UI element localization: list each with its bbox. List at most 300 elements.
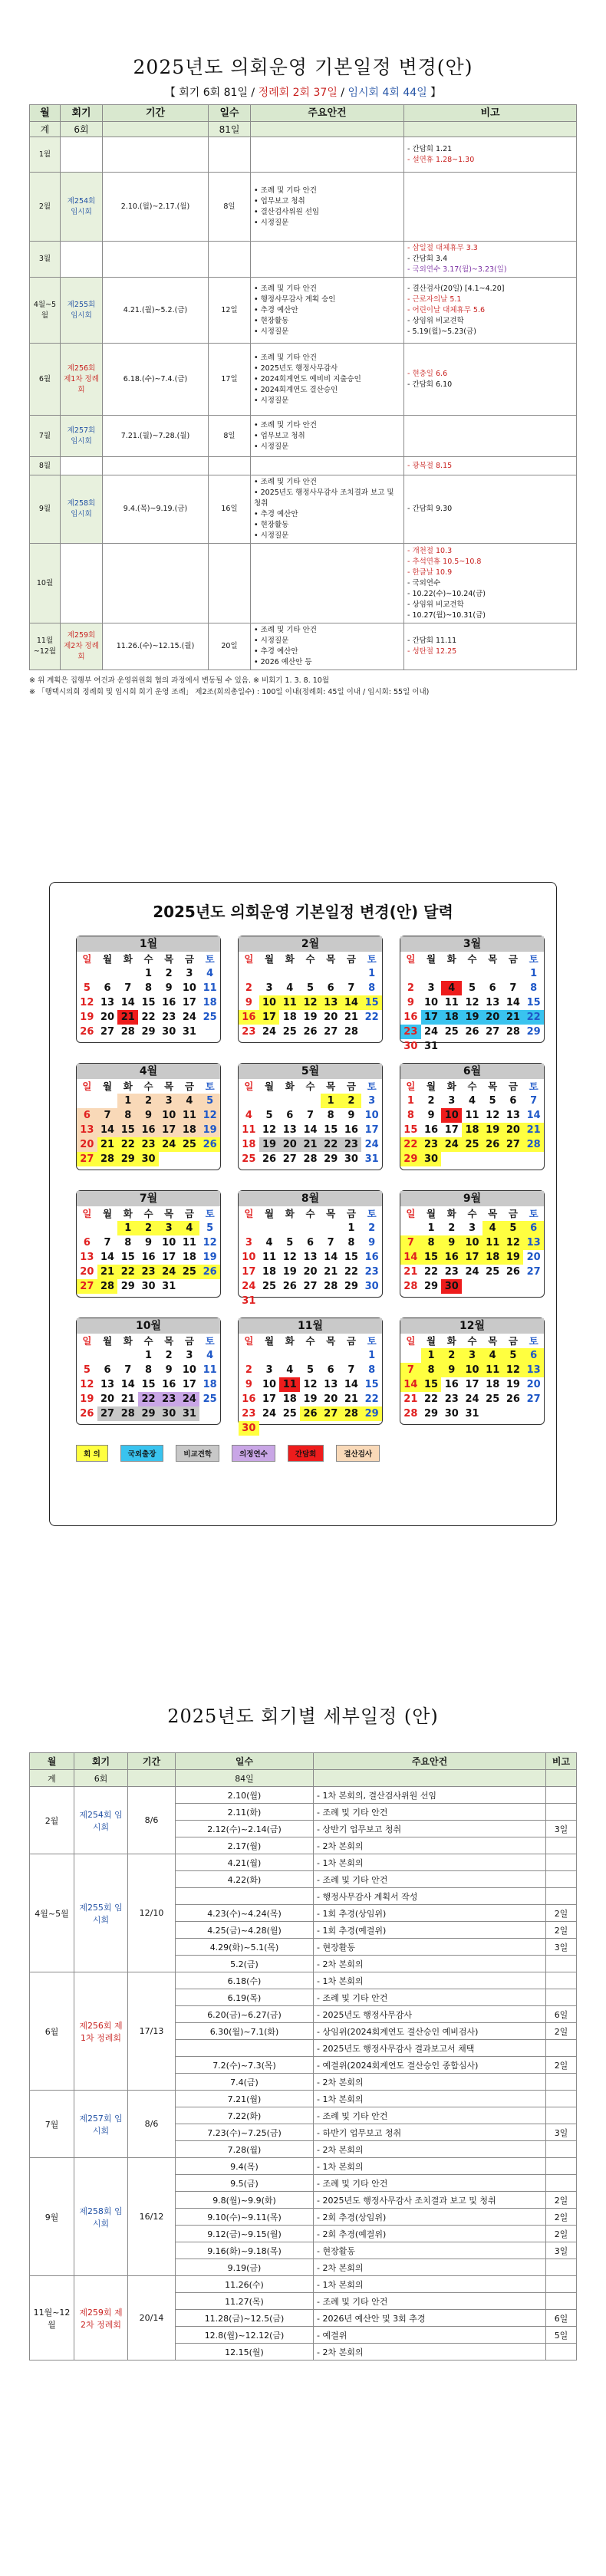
day-cell: 22 [141, 1012, 156, 1023]
weekday-label: 금 [346, 1081, 356, 1092]
remark-entry: - 간담회 1.21 [407, 144, 573, 155]
day-cell: 8 [144, 982, 153, 994]
detail-agenda: - 1차 본회의 [314, 1854, 546, 1871]
detail-agenda: - 1차 본회의, 결산검사위원 선임 [314, 1787, 546, 1804]
day-cell: 17 [159, 1123, 179, 1137]
day-cell: 29 [344, 1281, 358, 1292]
week-row [77, 1221, 220, 1235]
weekday-label: 토 [205, 953, 215, 965]
day-cell: 4 [179, 1221, 200, 1235]
detail-note [546, 1972, 577, 1989]
detail-agenda: - 1차 본회의 [314, 2158, 546, 2175]
row-period: 4.21.(월)~5.2.(금) [103, 278, 209, 344]
note-1: ※ 위 계획은 집행부 여건과 운영위원회 협의 과정에서 변동될 수 있음. ※ 비회기 1. 3. 8. 10월 [29, 676, 330, 685]
day-cell: 21 [324, 1266, 338, 1278]
day-cell: 16 [162, 1379, 176, 1390]
row-period: 9.4.(목)~9.19.(금) [103, 475, 209, 544]
weekday-label: 수 [143, 1208, 153, 1219]
week-row [400, 1123, 544, 1137]
day-cell: 20 [303, 1266, 318, 1278]
day-cell: 12 [199, 1108, 220, 1123]
day-cell: 16 [424, 1124, 439, 1136]
remark-entry: - 근로자의날 5.1 [407, 294, 573, 305]
day-cell: 7 [97, 1108, 118, 1123]
row-remarks [404, 344, 577, 416]
day-cell: 15 [141, 997, 156, 1008]
day-cell: 11 [242, 1124, 256, 1136]
detail-note: 2일 [546, 2057, 577, 2074]
weekday-label: 화 [285, 953, 295, 965]
row-month: 3월 [30, 242, 61, 278]
day-cell: 6 [77, 1108, 97, 1123]
row-items [251, 544, 404, 623]
item-entry: • 조례 및 기타 안건 [254, 186, 400, 196]
item-entry: • 시정질문 [254, 442, 400, 452]
day-cell [341, 1421, 362, 1436]
schedule-title: 2025년도 의회운영 기본일정 변경(안) [133, 56, 473, 78]
week-row [239, 1137, 382, 1152]
detail-agenda: - 현장활동 [314, 1939, 546, 1956]
day-cell: 3 [265, 982, 273, 994]
day-cell: 5 [286, 1237, 294, 1249]
remark-entry: - 간담회 9.30 [407, 504, 573, 515]
weekday-label: 일 [82, 1081, 92, 1092]
day-cell: 16 [364, 1252, 379, 1263]
day-cell [199, 1025, 220, 1039]
day-cell [341, 1294, 362, 1308]
week-row [239, 1294, 382, 1308]
day-cell: 11 [444, 997, 459, 1008]
day-cell [462, 1279, 482, 1294]
day-cell [300, 1348, 321, 1363]
week-row [239, 981, 382, 995]
day-cell [482, 1406, 503, 1421]
row-session [61, 544, 103, 623]
item-entry: • 2025년도 행정사무감사 [254, 364, 400, 374]
day-cell: 13 [321, 995, 341, 1010]
day-cell: 30 [421, 1152, 442, 1166]
detail-agenda: - 조례 및 기타 안건 [314, 2293, 546, 2310]
week-row [239, 1108, 382, 1123]
day-cell: 21 [403, 1266, 418, 1278]
row-period [103, 544, 209, 623]
detail-agenda: - 상임위(2024회계연도 결산승인 예비검사) [314, 2023, 546, 2040]
detail-note: 3일 [546, 1939, 577, 1956]
remark-entry: - 10.27(월)~10.31(금) [407, 610, 573, 621]
day-cell: 4 [482, 1348, 503, 1363]
day-cell: 28 [403, 1408, 418, 1420]
schedule-row [30, 344, 577, 416]
item-entry: • 조례 및 기타 안건 [254, 420, 400, 431]
day-cell: 24 [465, 1266, 479, 1278]
weekday-label: 수 [467, 1081, 477, 1092]
detail-note: 2일 [546, 1922, 577, 1939]
weekday-label: 화 [446, 1335, 456, 1347]
day-cell: 27 [526, 1393, 541, 1405]
day-cell [97, 1221, 118, 1235]
day-cell [400, 1348, 421, 1363]
day-cell: 3 [427, 982, 435, 994]
week-row [77, 1094, 220, 1108]
day-cell: 13 [80, 1252, 94, 1263]
day-cell: 8 [368, 1364, 376, 1376]
day-cell [239, 1348, 259, 1363]
row-month: 2월 [30, 173, 61, 242]
detail-session: 제256회 제1차 정례회 [74, 1972, 128, 2091]
weekday-label: 금 [184, 953, 194, 965]
week-row [239, 1152, 382, 1166]
day-cell: 24 [262, 1026, 277, 1038]
month-name: 5월 [239, 1064, 382, 1079]
day-cell: 18 [441, 1010, 462, 1025]
detail-date: 2.11(화) [176, 1804, 314, 1821]
day-cell: 4 [265, 1237, 273, 1249]
day-cell: 22 [117, 1137, 138, 1152]
day-cell [523, 1406, 544, 1421]
schedule-notes [29, 675, 577, 698]
day-cell: 29 [117, 1152, 138, 1166]
week-row [77, 981, 220, 995]
row-remarks [404, 137, 577, 173]
month-calendar [238, 1318, 383, 1434]
detail-agenda: - 2025년도 행정사무감사 [314, 2006, 546, 2023]
day-cell: 17 [182, 997, 196, 1008]
schedule-section [29, 52, 577, 698]
detail-note [546, 2175, 577, 2192]
day-cell: 20 [279, 1137, 300, 1152]
day-cell: 30 [141, 1281, 156, 1292]
day-cell: 28 [97, 1279, 118, 1294]
day-cell: 24 [441, 1137, 462, 1152]
day-cell: 29 [424, 1281, 439, 1292]
day-cell: 27 [303, 1281, 318, 1292]
weekday-header [239, 1206, 382, 1221]
detail-date: 12.8(월)~12.12(금) [176, 2327, 314, 2344]
weekday-label: 토 [205, 1081, 215, 1092]
weekday-label: 화 [285, 1081, 295, 1092]
week-row [77, 1123, 220, 1137]
day-cell: 14 [400, 1250, 421, 1265]
detail-agenda: - 예결위 [314, 2327, 546, 2344]
row-days [209, 457, 251, 475]
day-cell: 27 [324, 1026, 338, 1038]
day-cell: 7 [124, 1364, 132, 1376]
detail-period: 8/6 [128, 1787, 176, 1854]
item-entry: • 업무보고 청취 [254, 431, 400, 442]
detail-date: 7.23(수)~7.25(금) [176, 2124, 314, 2141]
detail-note: 2일 [546, 2023, 577, 2040]
detail-note: 2일 [546, 2209, 577, 2226]
day-cell: 28 [303, 1153, 318, 1165]
day-cell: 16 [441, 1250, 462, 1265]
weekday-label: 화 [446, 1081, 456, 1092]
row-days [209, 242, 251, 278]
d-total-days: 84일 [176, 1770, 314, 1787]
detail-date: 7.4(금) [176, 2074, 314, 2091]
day-cell: 20 [324, 1012, 338, 1023]
item-entry: • 현장활동 [254, 316, 400, 327]
day-cell: 7 [530, 1095, 538, 1107]
day-cell: 5 [206, 1222, 214, 1234]
row-session [61, 457, 103, 475]
detail-row [30, 2091, 577, 2107]
detail-note [546, 2259, 577, 2276]
day-cell: 13 [303, 1252, 318, 1263]
day-cell: 26 [482, 1137, 503, 1152]
day-cell: 4 [206, 1350, 214, 1361]
day-cell: 1 [368, 968, 376, 979]
week-row [239, 1265, 382, 1279]
day-cell: 19 [303, 1393, 318, 1405]
day-cell: 16 [162, 997, 176, 1008]
day-cell: 8 [421, 1363, 442, 1377]
day-cell: 27 [282, 1153, 297, 1165]
day-cell: 22 [344, 1266, 358, 1278]
day-cell [97, 1348, 118, 1363]
detail-agenda: - 2차 본회의 [314, 2259, 546, 2276]
day-cell [503, 1406, 524, 1421]
day-cell: 20 [80, 1266, 94, 1278]
day-cell: 19 [506, 1379, 520, 1390]
weekday-header [239, 1334, 382, 1348]
total-days: 81일 [209, 122, 251, 137]
row-days: 17일 [209, 344, 251, 416]
day-cell: 1 [347, 1222, 355, 1234]
month-name: 11월 [239, 1318, 382, 1334]
day-cell: 17 [262, 1393, 277, 1405]
row-remarks [404, 416, 577, 457]
month-calendar [76, 936, 221, 1043]
schedule-row [30, 137, 577, 173]
day-cell: 15 [324, 1124, 338, 1136]
week-row [77, 1010, 220, 1025]
weekday-label: 토 [367, 1208, 377, 1219]
remark-entry: - 상임위 비교견학 [407, 600, 573, 610]
weekday-label: 금 [508, 1081, 518, 1092]
day-cell: 30 [403, 1041, 418, 1052]
calendar-panel [49, 882, 557, 1526]
day-cell: 30 [159, 1406, 179, 1421]
week-row [77, 1279, 220, 1294]
weekday-header [77, 1334, 220, 1348]
day-cell [523, 1039, 544, 1054]
d-total-sessions: 6회 [74, 1770, 128, 1787]
day-cell: 25 [282, 1408, 297, 1420]
day-cell: 24 [179, 1392, 200, 1406]
day-cell [341, 1348, 362, 1363]
day-cell: 10 [182, 982, 196, 994]
day-cell [259, 966, 280, 981]
row-month: 9월 [30, 475, 61, 544]
day-cell: 27 [77, 1279, 97, 1294]
weekday-label: 목 [164, 1335, 174, 1347]
remark-entry: - 국외연수 [407, 578, 573, 589]
day-cell: 2 [448, 1222, 456, 1234]
item-entry: • 추경 예산안 [254, 305, 400, 316]
week-row [77, 1025, 220, 1039]
month-name: 10월 [77, 1318, 220, 1334]
month-calendar [76, 1318, 221, 1425]
day-cell: 7 [347, 1364, 355, 1376]
week-row [77, 1137, 220, 1152]
day-cell: 23 [364, 1266, 379, 1278]
day-cell: 26 [303, 1026, 318, 1038]
row-remarks [404, 544, 577, 623]
detail-note: 5일 [546, 2327, 577, 2344]
detail-table [29, 1752, 577, 2361]
day-cell [300, 1421, 321, 1436]
month-name: 8월 [239, 1191, 382, 1206]
weekday-label: 수 [305, 1208, 315, 1219]
detail-row [30, 1787, 577, 1804]
weekday-label: 화 [123, 1335, 133, 1347]
row-remarks [404, 278, 577, 344]
weekday-label: 금 [184, 1335, 194, 1347]
day-cell: 6 [327, 982, 334, 994]
detail-agenda: - 1회 추경(상임위) [314, 1905, 546, 1922]
day-cell: 29 [526, 1026, 541, 1038]
detail-month: 11월~12월 [30, 2276, 74, 2361]
day-cell: 2 [407, 982, 414, 994]
weekday-label: 목 [326, 953, 336, 965]
weekday-label: 수 [143, 953, 153, 965]
remark-entry: - 성탄절 12.25 [407, 646, 573, 657]
day-cell: 27 [503, 1137, 524, 1152]
month-name: 4월 [77, 1064, 220, 1079]
day-cell: 26 [506, 1266, 520, 1278]
row-remarks [404, 457, 577, 475]
row-month: 1월 [30, 137, 61, 173]
detail-note [546, 1956, 577, 1972]
legend-meeting: 간담회 [288, 1445, 324, 1462]
detail-session: 제255회 임시회 [74, 1854, 128, 1972]
row-items [251, 457, 404, 475]
detail-title: 2025년도 회기별 세부일정 (안) [167, 1706, 439, 1727]
day-cell: 26 [300, 1406, 321, 1421]
row-items [251, 242, 404, 278]
detail-date: 11.26(수) [176, 2276, 314, 2293]
day-cell: 9 [245, 997, 252, 1008]
weekday-label: 화 [123, 1081, 133, 1092]
day-cell: 17 [364, 1124, 379, 1136]
subtitle-sep: / [337, 87, 348, 99]
detail-month: 2월 [30, 1787, 74, 1854]
day-cell: 16 [242, 1393, 256, 1405]
day-cell: 19 [80, 1393, 94, 1405]
detail-session: 제257회 임시회 [74, 2091, 128, 2158]
month-name: 1월 [77, 936, 220, 952]
weekday-label: 일 [244, 1335, 254, 1347]
weekday-label: 일 [82, 1208, 92, 1219]
weekday-label: 토 [529, 953, 538, 965]
detail-body [30, 1770, 577, 2361]
detail-month: 6월 [30, 1972, 74, 2091]
day-cell [159, 1152, 179, 1166]
day-cell: 31 [364, 1153, 379, 1165]
day-cell: 2 [138, 1094, 159, 1108]
day-cell: 3 [368, 1095, 376, 1107]
row-month: 8월 [30, 457, 61, 475]
day-cell: 1 [368, 1350, 376, 1361]
day-cell: 21 [403, 1393, 418, 1405]
day-cell: 10 [182, 1364, 196, 1376]
week-row [77, 1250, 220, 1265]
day-cell [300, 966, 321, 981]
detail-note [546, 2276, 577, 2293]
day-cell: 23 [400, 1025, 421, 1039]
day-cell: 6 [489, 982, 496, 994]
day-cell: 17 [465, 1379, 479, 1390]
day-cell: 14 [324, 1252, 338, 1263]
day-cell: 21 [523, 1123, 544, 1137]
day-cell [239, 1094, 259, 1108]
remark-entry: - 광복절 8.15 [407, 461, 573, 472]
item-entry: • 행정사무감사 계획 승인 [254, 294, 400, 305]
weekday-label: 목 [488, 1335, 498, 1347]
day-cell: 27 [97, 1406, 118, 1421]
weekday-header [77, 1079, 220, 1094]
day-cell: 28 [341, 1406, 362, 1421]
day-cell [321, 1348, 341, 1363]
calendar-title: 2025년도 의회운영 기본일정 변경(안) 달력 [153, 903, 453, 921]
day-cell: 6 [104, 982, 111, 994]
day-cell [321, 1421, 341, 1436]
detail-note [546, 2158, 577, 2175]
day-cell: 5 [199, 1094, 220, 1108]
day-cell: 4 [179, 1094, 200, 1108]
day-cell: 12 [80, 1379, 94, 1390]
day-cell: 12 [80, 997, 94, 1008]
day-cell: 9 [144, 1237, 153, 1249]
day-cell: 8 [327, 1110, 334, 1121]
month-calendar [400, 1318, 545, 1425]
detail-date: 7.2(수)~7.3(목) [176, 2057, 314, 2074]
day-cell [239, 966, 259, 981]
detail-date: 6.19(목) [176, 1989, 314, 2006]
weekday-label: 일 [406, 1208, 416, 1219]
detail-note: 2일 [546, 2192, 577, 2209]
day-cell: 3 [186, 1350, 193, 1361]
day-cell: 21 [503, 1010, 524, 1025]
day-cell: 24 [159, 1265, 179, 1279]
day-cell: 12 [503, 1235, 524, 1250]
detail-agenda: - 현장활동 [314, 2242, 546, 2259]
item-entry: • 2026 예산안 등 [254, 657, 400, 668]
weekday-label: 토 [367, 1081, 377, 1092]
day-cell: 4 [482, 1221, 503, 1235]
day-cell: 13 [100, 997, 115, 1008]
weekday-label: 화 [123, 1208, 133, 1219]
day-cell: 20 [100, 1393, 115, 1405]
schedule-table [29, 104, 577, 670]
detail-note: 2일 [546, 1905, 577, 1922]
day-cell [199, 1279, 220, 1294]
detail-section [29, 1701, 577, 2361]
day-cell: 15 [403, 1124, 418, 1136]
weekday-label: 금 [508, 1208, 518, 1219]
week-row [239, 1250, 382, 1265]
item-entry: • 시정질문 [254, 396, 400, 406]
d-hdr-period: 기간 [128, 1753, 176, 1770]
day-cell [279, 1294, 300, 1308]
day-cell: 6 [327, 1364, 334, 1376]
day-cell: 22 [424, 1393, 439, 1405]
day-cell: 28 [344, 1026, 358, 1038]
weekday-label: 수 [143, 1081, 153, 1092]
day-cell: 29 [424, 1408, 439, 1420]
day-cell: 27 [321, 1406, 341, 1421]
day-cell: 1 [421, 1348, 442, 1363]
